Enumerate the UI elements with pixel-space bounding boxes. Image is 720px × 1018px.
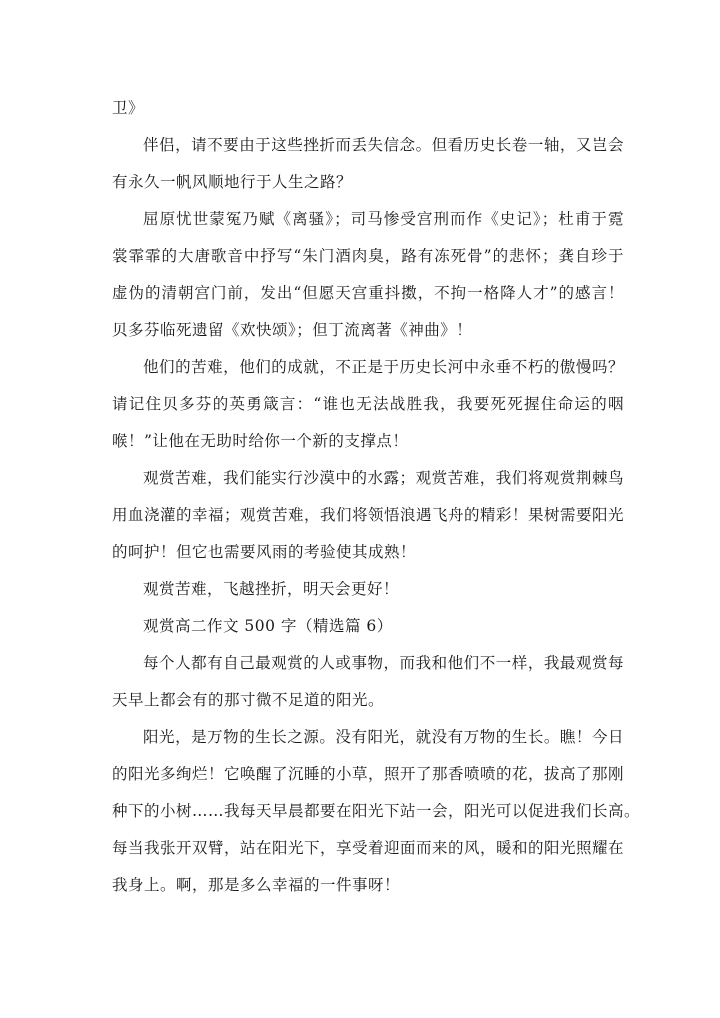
section-heading: 观赏高二作文 500 字（精选篇 6） [143, 617, 393, 635]
text-line: 喉！”让他在无助时给你一个新的支撑点！ [112, 432, 409, 450]
text-line: 裳霏霏的大唐歌音中抒写“朱门酒肉臭，路有冻死骨”的悲怀；龚自珍于 [112, 247, 624, 265]
text-line: 伴侣，请不要由于这些挫折而丢失信念。但看历史长卷一轴，又岂会 [143, 136, 624, 154]
text-line: 观赏苦难，我们能实行沙漠中的水露；观赏苦难，我们将观赏荆棘鸟 [143, 469, 624, 487]
text-line: 种下的小树……我每天早晨都要在阳光下站一会，阳光可以促进我们长高。 [112, 802, 641, 820]
text-line: 用血浇灌的幸福；观赏苦难，我们将领悟浪遇飞舟的精彩！果树需要阳光 [112, 506, 625, 524]
text-line: 卫》 [112, 99, 145, 117]
text-line: 每个人都有自己最观赏的人或事物，而我和他们不一样，我最观赏每 [143, 654, 624, 672]
text-line: 请记住贝多芬的英勇箴言：“谁也无法战胜我，我要死死握住命运的咽 [112, 395, 624, 413]
text-line: 贝多芬临死遗留《欢快颂》；但丁流离著《神曲》！ [112, 321, 473, 339]
text-line: 有永久一帆风顺地行于人生之路？ [112, 173, 353, 191]
text-line: 每当我张开双臂，站在阳光下，享受着迎面而来的风，暖和的阳光照耀在 [112, 839, 625, 857]
text-line: 阳光，是万物的生长之源。没有阳光，就没有万物的生长。瞧！今日 [143, 728, 624, 746]
text-line: 观赏苦难，飞越挫折，明天会更好！ [143, 580, 400, 598]
text-line: 虚伪的清朝宫门前，发出“但愿天宫重抖擞，不拘一格降人才”的感言！ [112, 284, 624, 302]
text-line: 他们的苦难，他们的成就，不正是于历史长河中永垂不朽的傲慢吗？ [143, 358, 624, 376]
text-line: 的阳光多绚烂！它唤醒了沉睡的小草，照开了那香喷喷的花，拔高了那刚 [112, 765, 625, 783]
text-line: 天早上都会有的那寸微不足道的阳光。 [112, 691, 385, 709]
text-line: 我身上。啊，那是多么幸福的一件事呀！ [112, 876, 401, 894]
text-line: 的呵护！但它也需要风雨的考验使其成熟！ [112, 543, 417, 561]
text-line: 屈原忧世蒙冤乃赋《离骚》；司马惨受宫刑而作《史记》；杜甫于霓 [143, 210, 624, 228]
